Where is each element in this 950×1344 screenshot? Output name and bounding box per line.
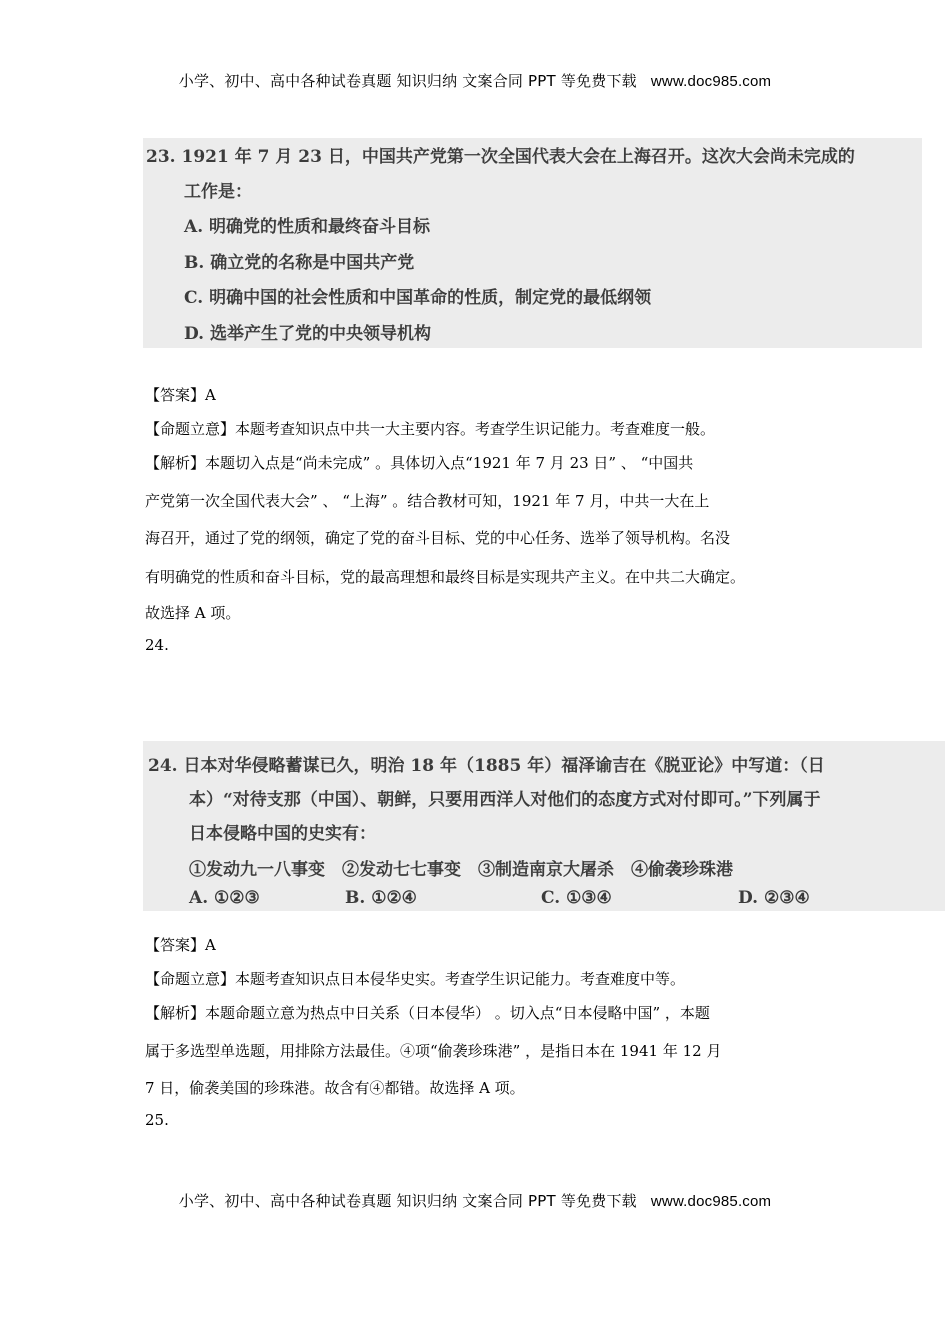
q23-analysis-line5: 故选择 A 项。	[145, 604, 241, 622]
q24-option-c: C. ①③④	[541, 888, 612, 908]
q24-analysis-line2: 属于多选型单选题，用排除方法最佳。④项“偷袭珍珠港” ，是指日本在 1941 年 12 月	[145, 1042, 722, 1060]
page-footer	[0, 1190, 950, 1211]
q24-items: ①发动九一八事变 ②发动七七事变 ③制造南京大屠杀 ④偷袭珍珠港	[189, 860, 733, 880]
q24-answer: 【答案】A	[145, 936, 216, 954]
q23-option-d: D. 选举产生了党的中央领导机构	[184, 324, 431, 344]
question-number-25: 25.	[145, 1111, 169, 1129]
q24-stem-line3: 日本侵略中国的史实有：	[189, 824, 376, 844]
header-text: 小学、初中、高中各种试卷真题 知识归纳 文案合同 PPT 等免费下载	[178, 72, 637, 90]
q24-option-d: D. ②③④	[738, 888, 810, 908]
q24-analysis-line3: 7 日，偷袭美国的珍珠港。故含有④都错。故选择 A 项。	[145, 1079, 525, 1097]
q23-option-b: B. 确立党的名称是中国共产党	[184, 253, 415, 273]
q23-analysis-line2: 产党第一次全国代表大会” 、 “上海” 。结合教材可知，1921 年 7 月，中共一大在上	[145, 492, 710, 510]
q23-stem-line2: 工作是：	[184, 182, 252, 202]
q24-analysis-line1: 【解析】本题命题立意为热点中日关系（日本侵华） 。切入点“日本侵略中国” ，本题	[145, 1004, 710, 1022]
q23-analysis-line3: 海召开，通过了党的纲领，确定了党的奋斗目标、党的中心任务、选举了领导机构。名没	[145, 529, 731, 547]
footer-url[interactable]: www.doc985.com	[650, 1193, 772, 1210]
q24-stem-line2: 本）“对待支那（中国）、朝鲜，只要用西洋人对他们的态度方式对付即可。”下列属于	[189, 790, 821, 810]
q24-intent: 【命题立意】本题考查知识点日本侵华史实。考查学生识记能力。考查难度中等。	[145, 970, 686, 988]
q23-analysis-line4: 有明确党的性质和奋斗目标，党的最高理想和最终目标是实现共产主义。在中共二大确定。	[145, 568, 746, 586]
q23-intent: 【命题立意】本题考查知识点中共一大主要内容。考查学生识记能力。考查难度一般。	[145, 420, 716, 438]
q23-option-a: A. 明确党的性质和最终奋斗目标	[184, 217, 431, 237]
question-23-image	[143, 138, 922, 348]
q24-option-a: A. ①②③	[189, 888, 260, 908]
header-url[interactable]: www.doc985.com	[650, 73, 772, 90]
q23-stem-line1: 23. 1921 年 7 月 23 日，中国共产党第一次全国代表大会在上海召开。这次大会尚未完成的	[146, 147, 855, 167]
footer-text: 小学、初中、高中各种试卷真题 知识归纳 文案合同 PPT 等免费下载	[178, 1192, 637, 1210]
page-header	[0, 70, 950, 91]
question-24-image	[143, 741, 945, 911]
q23-answer: 【答案】A	[145, 386, 216, 404]
q23-option-c: C. 明确中国的社会性质和中国革命的性质，制定党的最低纲领	[184, 288, 652, 308]
q24-stem-line1: 24. 日本对华侵略蓄谋已久，明治 18 年（1885 年）福泽谕吉在《脱亚论》中写道：（日	[148, 756, 825, 776]
question-number-24: 24.	[145, 636, 169, 654]
q24-option-b: B. ①②④	[345, 888, 417, 908]
q23-analysis-line1: 【解析】本题切入点是“尚未完成” 。具体切入点“1921 年 7 月 23 日” 、 “中国共	[145, 454, 694, 472]
